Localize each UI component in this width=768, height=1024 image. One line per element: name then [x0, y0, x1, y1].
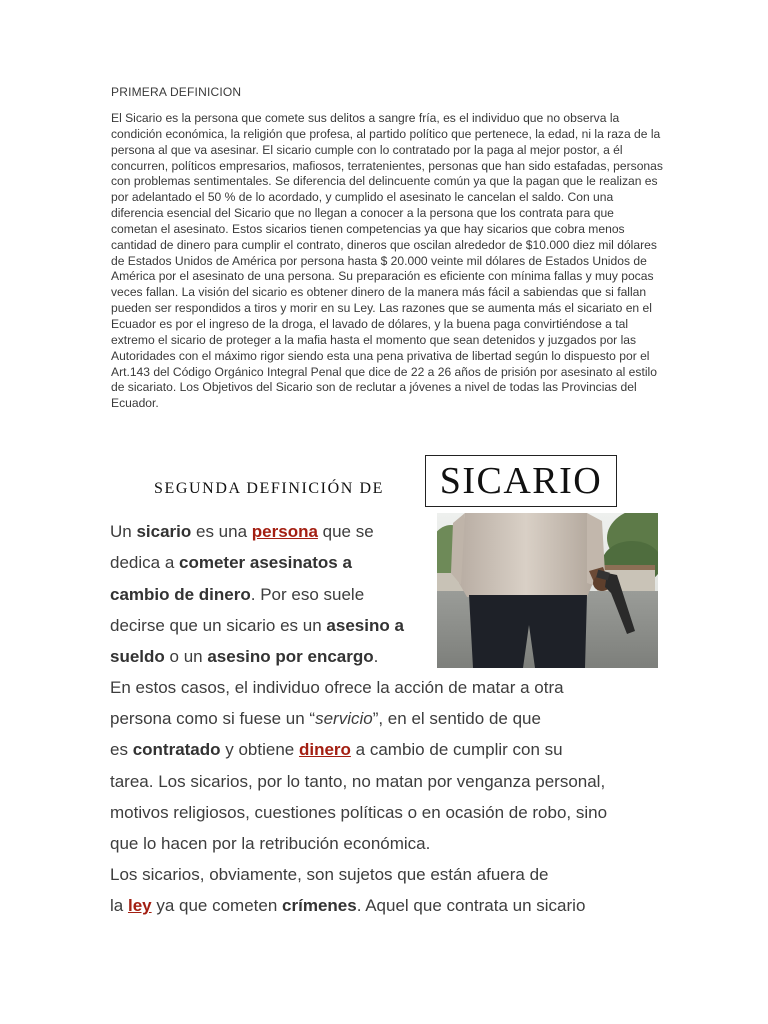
bold-term: sueldo	[110, 647, 165, 666]
bold-term: asesino a	[326, 616, 404, 635]
bold-term: crímenes	[282, 896, 357, 915]
text-run: persona como si fuese un	[110, 709, 310, 728]
italic-term: servicio	[315, 709, 373, 728]
body-line	[110, 616, 404, 636]
body-line	[110, 553, 352, 573]
text-run: motivos religiosos, cuestiones políticas o en ocasión de robo, sino	[110, 803, 608, 822]
text-run: . Por eso suele	[250, 585, 365, 604]
section-heading-segunda: SEGUNDA DEFINICIÓN DE	[154, 480, 385, 497]
section-heading-primera: PRIMERA DEFINICION	[111, 85, 242, 99]
term-link[interactable]: dinero	[298, 740, 351, 759]
body-line	[110, 772, 605, 792]
text-run: .	[373, 647, 379, 666]
definition-paragraph: El Sicario es la persona que comete sus delitos a sangre fría, es el individuo que no observa la condición económica, la religión que profesa, al partido político que pertenece, la edad, ni la raza de la persona al que va asesinar. El sicario cumple con lo contratado por la paga al mejor postor, a él concurren, políticos empresarios, mafiosos, terratenientes, personas que han sido estafadas, personas con problemas sentimentales. Se diferencia del delincuente común ya que la pagan que le realizan es por adelantado el 50 % de lo acordado, y cumplido el asesinato le cancelan el saldo. Con una diferencia esencial del Sicario que no llegan a conocer a la persona que los contrata para que cometan el asesinato. Estos sicarios tienen competencias ya que hay sicarios que cobra menos cantidad de dinero para cumplir el contrato, dineros que oscilan alrededor de $10.000 diez mil dólares de Estados Unidos de América por persona hasta $ 20.000 veinte mil dólares de Estados Unidos de América por el asesinato de una persona. Su preparación es eficiente con mínima fallas y muy pocas veces fallan. La visión del sicario es obtener dinero de la manera más fácil a sabiendas que si fallan pueden ser respondidos a tiros y morir en su Ley. Las razones que se aumenta más el sicariato en el Ecuador es por el ingreso de la droga, el lavado de dólares, y la buena paga convirtiéndose a tal extremo el sicario de proteger a la mafia hasta el momento que sean detenidos y juzgados por las Autoridades con el máximo rigor siendo esta una pena privativa de libertad según lo dispuesto por el Art.143 del Código Orgánico Integral Penal que dice de 22 a 26 años de prisión por asesinato al estilo de sicariato. Los Objetivos del Sicario son de reclutar a jóvenes a nivel de todas las Provincias del Ecuador.	[111, 111, 663, 411]
body-line	[110, 647, 378, 667]
text-run: decirse que un sicario es un	[110, 616, 327, 635]
term-link[interactable]: persona	[251, 522, 318, 541]
sicario-title-box: SICARIO	[425, 455, 617, 507]
text-run: dedica a	[110, 553, 179, 572]
body-line	[110, 865, 549, 885]
body-line	[110, 522, 374, 542]
text-run: o un	[164, 647, 208, 666]
bold-term: contratado	[132, 740, 221, 759]
text-run: es una	[191, 522, 252, 541]
bold-term: cambio de dinero	[110, 585, 251, 604]
body-line	[110, 896, 585, 916]
body-line	[110, 740, 563, 760]
text-run: y obtiene	[220, 740, 299, 759]
bold-term: cometer asesinatos a	[179, 553, 352, 572]
text-run: es	[110, 740, 133, 759]
text-run: Los sicarios, obviamente, son sujetos que están afuera de	[110, 865, 549, 884]
body-line	[110, 585, 364, 605]
bold-term: sicario	[136, 522, 192, 541]
bold-term: asesino por encargo	[207, 647, 374, 666]
term-link[interactable]: ley	[127, 896, 152, 915]
body-line	[110, 803, 607, 823]
text-run: ya que cometen	[151, 896, 283, 915]
body-line	[110, 678, 564, 698]
text-run: Un	[110, 522, 137, 541]
text-run: que se	[317, 522, 374, 541]
text-run: que lo hacen por la retribución económica.	[110, 834, 431, 853]
text-run: tarea. Los sicarios, por lo tanto, no matan por venganza personal,	[110, 772, 606, 791]
text-run: a cambio de cumplir con su	[350, 740, 563, 759]
body-line	[110, 709, 541, 729]
text-run: “	[309, 709, 316, 728]
text-run: ”, en el sentido de que	[372, 709, 541, 728]
sicario-photo	[437, 513, 658, 668]
text-run: En estos casos, el individuo ofrece la acción de matar a otra	[110, 678, 564, 697]
body-line	[110, 834, 430, 854]
text-run: la	[110, 896, 128, 915]
text-run: . Aquel que contrata un sicario	[356, 896, 586, 915]
